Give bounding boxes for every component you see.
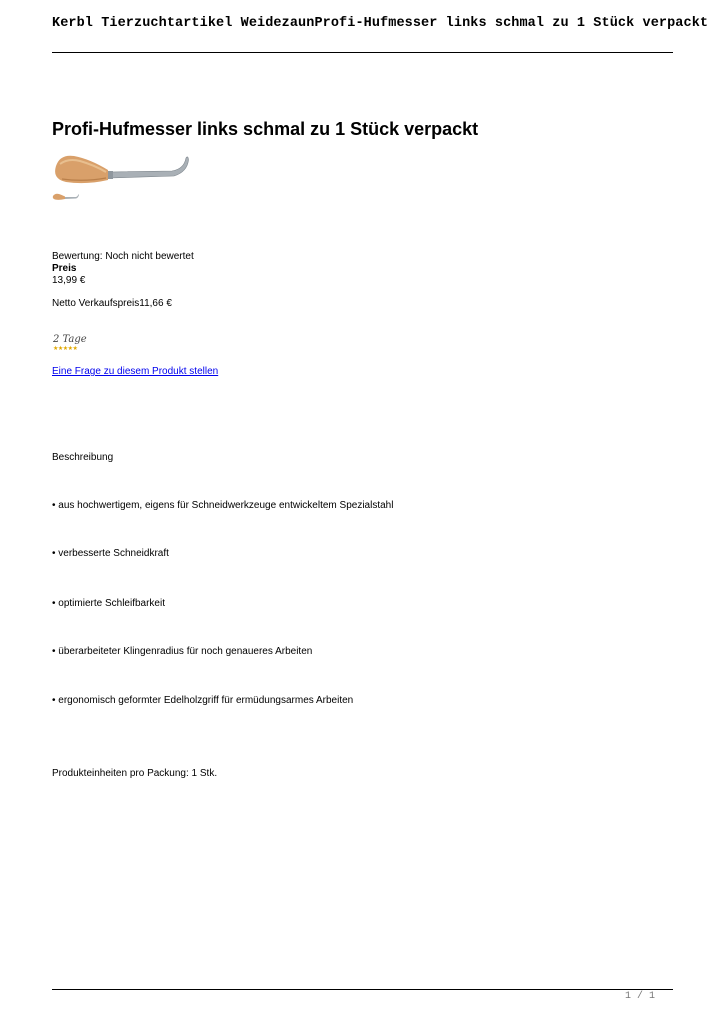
hoof-knife-thumbnail[interactable]	[52, 192, 80, 202]
header-divider	[52, 52, 673, 53]
packaging-units: Produkteinheiten pro Packung: 1 Stk.	[52, 768, 218, 779]
hoof-knife-image[interactable]	[54, 152, 194, 192]
delivery-time-text: 2 Tage	[53, 334, 87, 345]
price-value: 13,99 €	[52, 275, 86, 286]
description-bullet: • verbesserte Schneidkraft	[52, 548, 169, 559]
product-title: Profi-Hufmesser links schmal zu 1 Stück verpackt	[52, 119, 479, 139]
document-header-title: Kerbl Tierzuchtartikel WeidezaunProfi-Hufmesser links schmal zu 1 Stück verpackt	[52, 16, 709, 31]
net-price-label: Netto Verkaufspreis	[52, 298, 140, 309]
price-label: Preis	[52, 263, 77, 274]
description-heading: Beschreibung	[52, 452, 114, 463]
description-bullet: • aus hochwertigem, eigens für Schneidwerkzeuge entwickeltem Spezialstahl	[52, 500, 394, 511]
footer-divider	[52, 989, 673, 990]
page-number: 1 / 1	[624, 991, 655, 1002]
rating-stars-icon: ★★★★★	[53, 346, 78, 352]
description-bullet: • überarbeiteter Klingenradius für noch genaueres Arbeiten	[52, 646, 313, 657]
description-bullet: • ergonomisch geformter Edelholzgriff für ermüdungsarmes Arbeiten	[52, 695, 354, 706]
description-bullet: • optimierte Schleifbarkeit	[52, 598, 165, 609]
net-price-value: 11,66 €	[139, 298, 172, 309]
net-price	[52, 298, 172, 309]
rating-text: Bewertung: Noch nicht bewertet	[52, 251, 194, 262]
ask-question-link[interactable]: Eine Frage zu diesem Produkt stellen	[52, 366, 219, 377]
